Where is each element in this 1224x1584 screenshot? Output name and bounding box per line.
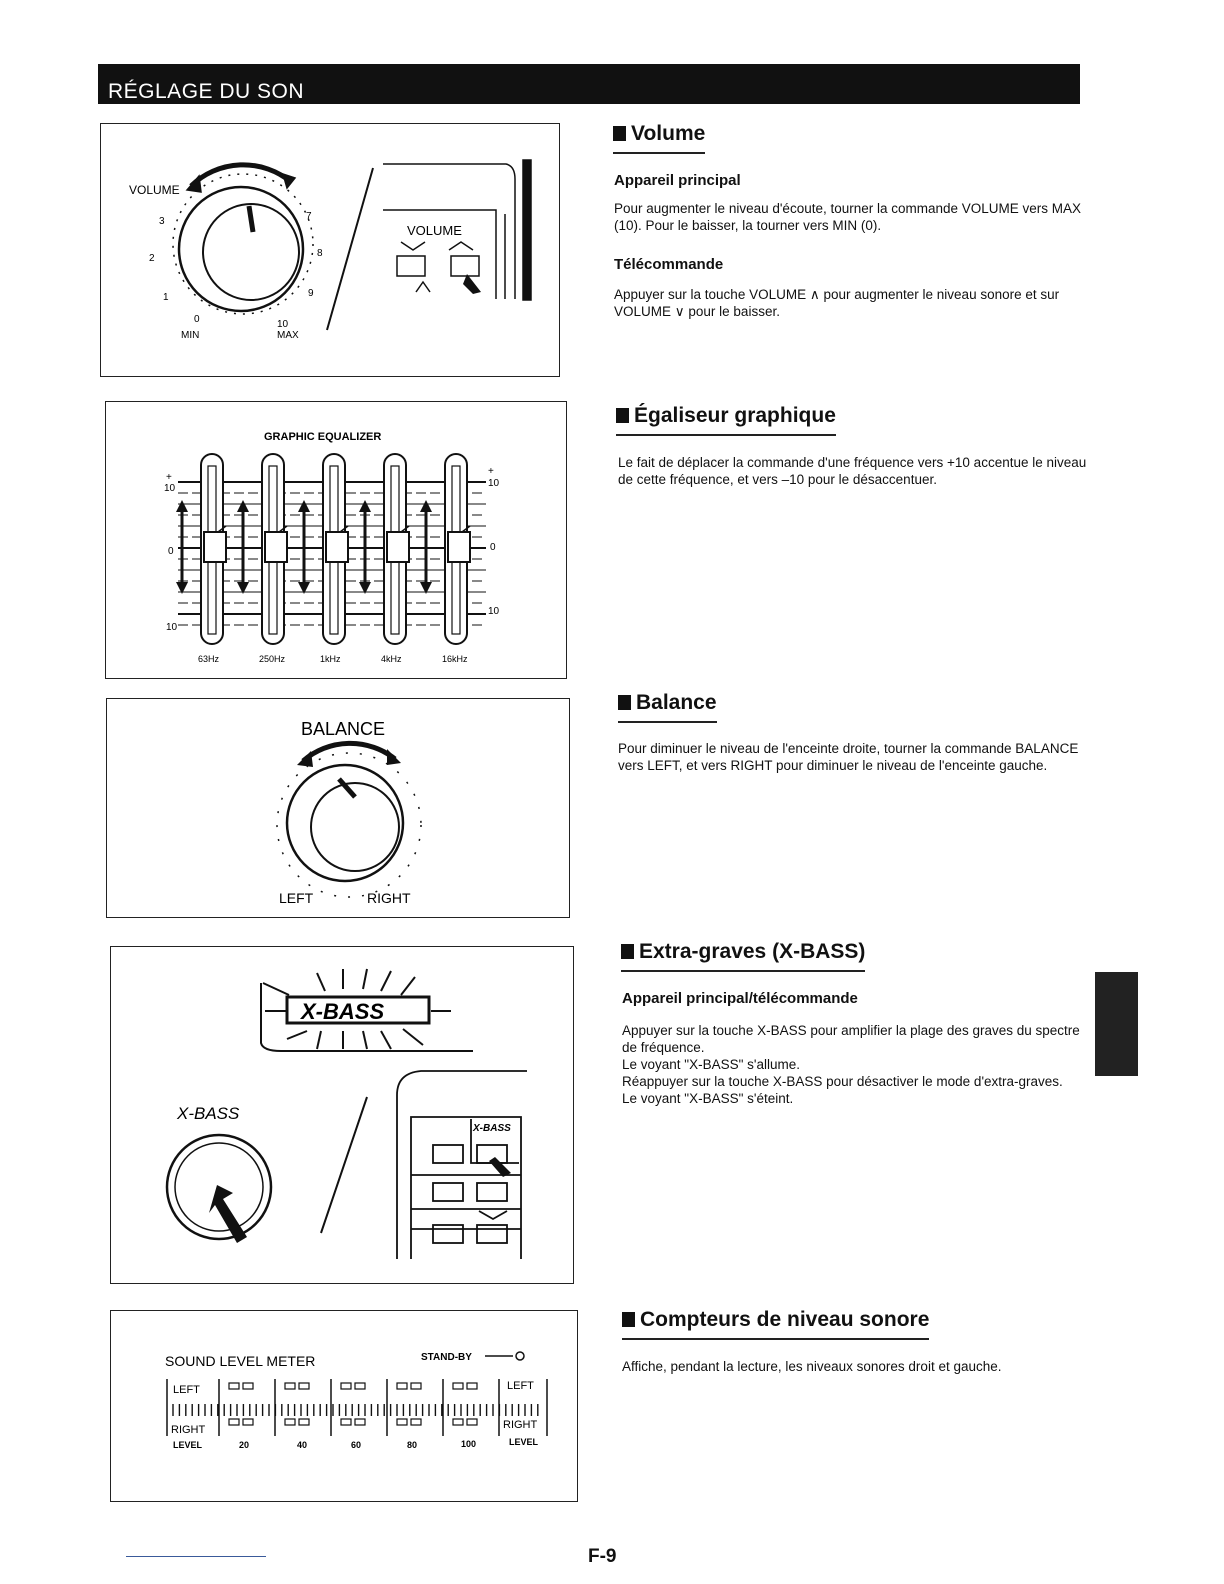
balance-figure bbox=[106, 698, 570, 918]
volume-scale-7: 7 bbox=[306, 211, 312, 222]
eq-right-0: 0 bbox=[490, 542, 496, 553]
meter-figure bbox=[110, 1310, 578, 1502]
balance-title: BALANCE bbox=[301, 719, 386, 739]
eq-right-plus: + bbox=[488, 466, 494, 477]
section-balance-title: Balance bbox=[618, 691, 717, 723]
xbass-knob-label: X-BASS bbox=[177, 1104, 240, 1123]
edge-tab-marker bbox=[1095, 972, 1138, 1076]
volume-remote-label: VOLUME bbox=[407, 223, 462, 238]
meter-right-label: RIGHT bbox=[171, 1424, 206, 1436]
volume-scale-10: 10 bbox=[277, 319, 289, 330]
balance-left-label: LEFT bbox=[279, 890, 314, 906]
volume-scale-1: 1 bbox=[163, 292, 169, 303]
xbass-sub: Appareil principal/télécommande bbox=[622, 990, 858, 1007]
eq-band-label-3: 4kHz bbox=[381, 654, 402, 664]
volume-scale-3: 3 bbox=[159, 216, 165, 227]
xbass-line-1: Appuyer sur la touche X-BASS pour amplifier la plage des graves du spectre de fréquence. bbox=[622, 1023, 1080, 1055]
section-volume-title: Volume bbox=[613, 122, 705, 154]
bullet-square-icon bbox=[613, 126, 626, 141]
volume-max-label: MAX bbox=[277, 330, 299, 341]
balance-right-label: RIGHT bbox=[367, 890, 411, 906]
page-number: F-9 bbox=[588, 1546, 617, 1567]
meter-scale-20: 20 bbox=[239, 1440, 250, 1450]
meter-scale-40: 40 bbox=[297, 1440, 308, 1450]
meter-left-label: LEFT bbox=[173, 1384, 200, 1396]
bullet-square-icon bbox=[621, 944, 634, 959]
meter-level-label-r: LEVEL bbox=[509, 1437, 539, 1447]
meter-scale-60: 60 bbox=[351, 1440, 362, 1450]
volume-scale-0: 0 bbox=[194, 314, 200, 325]
section-equalizer-title: Égaliseur graphique bbox=[616, 404, 836, 436]
balance-text: Pour diminuer le niveau de l'enceinte droite, tourner la commande BALANCE vers LEFT, et vers RIGHT pour diminuer le niveau de l'enceinte gauche. bbox=[618, 741, 1079, 773]
xbass-line-4: Le voyant "X-BASS" s'éteint. bbox=[622, 1091, 794, 1106]
equalizer-title: GRAPHIC EQUALIZER bbox=[264, 431, 382, 443]
eq-band-label-0: 63Hz bbox=[198, 654, 220, 664]
section-meters-title: Compteurs de niveau sonore bbox=[622, 1308, 929, 1340]
xbass-line-3: Réappuyer sur la touche X-BASS pour désactiver le mode d'extra-graves. bbox=[622, 1074, 1063, 1089]
eq-band-label-4: 16kHz bbox=[442, 654, 468, 664]
volume-text1: Pour augmenter le niveau d'écoute, tourner la commande VOLUME vers MAX (10). Pour le baisser, la tourner vers MIN (0). bbox=[614, 201, 1082, 233]
volume-sub2: Télécommande bbox=[614, 256, 724, 273]
volume-text2: Appuyer sur la touche VOLUME ∧ pour augmenter le niveau sonore et sur VOLUME ∨ pour le baisser. bbox=[614, 287, 1060, 319]
meter-standby: STAND-BY bbox=[421, 1352, 472, 1363]
xbass-line-2: Le voyant "X-BASS" s'allume. bbox=[622, 1057, 800, 1072]
volume-figure bbox=[100, 123, 560, 377]
eq-band-label-2: 1kHz bbox=[320, 654, 341, 664]
meters-text: Affiche, pendant la lecture, les niveaux sonores droit et gauche. bbox=[622, 1359, 1002, 1374]
equalizer-text: Le fait de déplacer la commande d'une fréquence vers +10 accentue le niveau de cette fréquence, et vers –10 pour le désaccentuer. bbox=[618, 455, 1087, 487]
meter-left-label-r: LEFT bbox=[507, 1380, 534, 1392]
xbass-text bbox=[622, 1022, 1092, 1107]
bullet-square-icon bbox=[622, 1312, 635, 1327]
volume-scale-2: 2 bbox=[149, 253, 155, 264]
eq-right-10-top: 10 bbox=[488, 478, 500, 489]
volume-knob-label: VOLUME bbox=[129, 183, 180, 197]
meter-scale-80: 80 bbox=[407, 1440, 418, 1450]
xbass-display-label: X-BASS bbox=[301, 999, 385, 1024]
footer-rule bbox=[126, 1556, 266, 1557]
volume-scale-9: 9 bbox=[308, 288, 314, 299]
meter-scale-100: 100 bbox=[461, 1439, 477, 1449]
page-title: RÉGLAGE DU SON bbox=[108, 80, 305, 103]
section-xbass-title: Extra-graves (X-BASS) bbox=[621, 940, 865, 972]
equalizer-figure bbox=[105, 401, 567, 679]
meter-title: SOUND LEVEL METER bbox=[165, 1353, 316, 1369]
meter-right-label-r: RIGHT bbox=[503, 1419, 538, 1431]
volume-scale-8: 8 bbox=[317, 248, 323, 259]
eq-left-10-top: 10 bbox=[164, 483, 176, 494]
volume-min-label: MIN bbox=[181, 330, 200, 341]
eq-left-plus: + bbox=[166, 472, 172, 483]
xbass-figure bbox=[110, 946, 574, 1284]
bullet-square-icon bbox=[618, 695, 631, 710]
xbass-remote-label: X-BASS bbox=[473, 1123, 511, 1134]
eq-band-label-1: 250Hz bbox=[259, 654, 286, 664]
bullet-square-icon bbox=[616, 408, 629, 423]
volume-sub1: Appareil principal bbox=[614, 172, 741, 189]
eq-left-0: 0 bbox=[168, 546, 174, 557]
meter-level-label: LEVEL bbox=[173, 1440, 203, 1450]
eq-left-10-bottom: 10 bbox=[166, 622, 178, 633]
eq-right-10-bottom: 10 bbox=[488, 606, 500, 617]
